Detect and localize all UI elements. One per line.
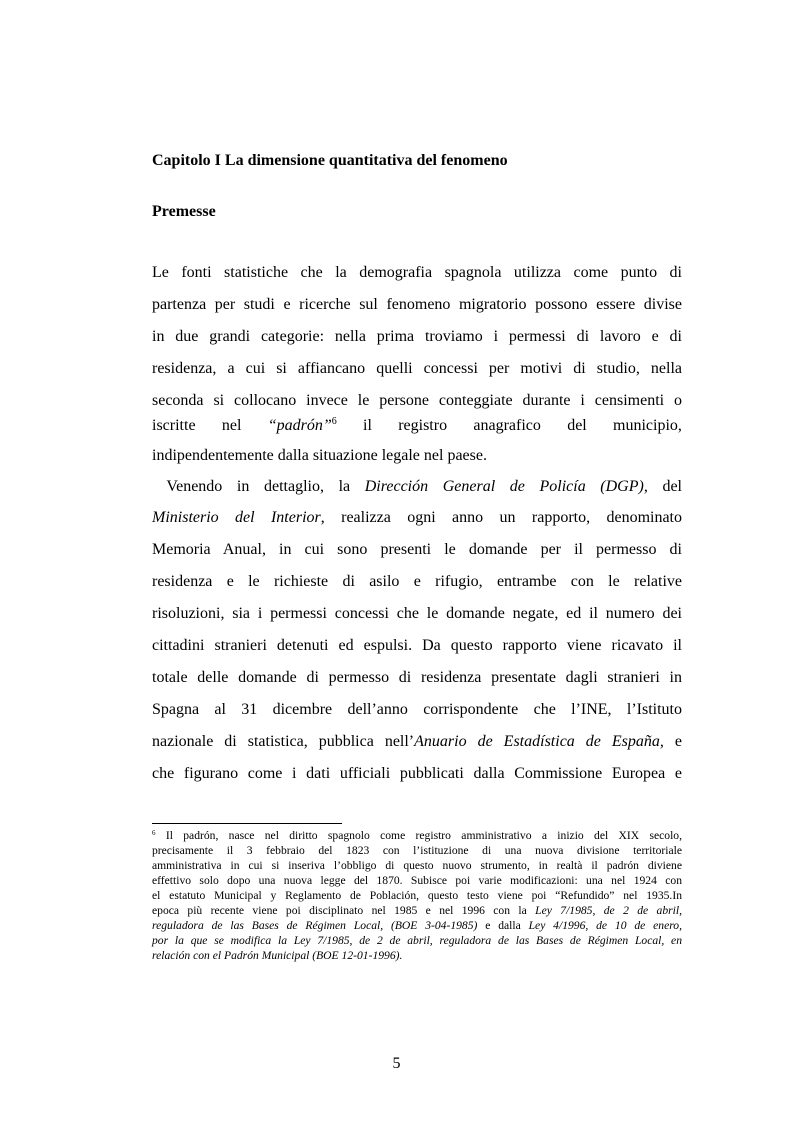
text-run: Il padrón, nasce nel diritto spagnolo come registro amministrativo a inizio del XIX secolo, (155, 829, 682, 842)
paragraph-2-line: che figurano come i dati ufficiali pubblicati dalla Commissione Europea e (152, 765, 682, 782)
footnote-mark: 6 (152, 829, 156, 837)
text-run: , del (643, 478, 683, 495)
paragraph-1-line: seconda si collocano invece le persone conteggiate durante i censimenti o (152, 392, 682, 409)
text-run: Venendo in dettaglio, la (152, 478, 365, 495)
footnote-line: amministrativa in cui si inseriva l’obbligo di questo nuovo strumento, in realtà il padrón diviene (152, 859, 682, 872)
footnote-line: el estatuto Municipal y Reglamento de Población, questo testo viene poi “Refundido” nel 1935.In (152, 889, 682, 902)
paragraph-1-line: in due grandi categorie: nella prima troviamo i permessi di lavoro e di (152, 328, 682, 345)
word: nel (221, 417, 242, 434)
paragraph-2-line: residenza e le richieste di asilo e rifugio, entrambe con le relative (152, 573, 682, 590)
footnote-line (152, 919, 682, 933)
footnote-line (152, 829, 682, 843)
text-run: , realizza ogni anno un rapporto, denominato (320, 509, 682, 526)
word: registro (398, 417, 448, 434)
section-title: Premesse (152, 203, 216, 220)
paragraph-2-line: Memoria Anual, in cui sono presenti le domande per il permesso di (152, 541, 682, 558)
italic-run: Dirección General de Policía (DGP) (364, 478, 644, 495)
paragraph-1-line: residenza, a cui si affiancano quelli concessi per motivi di studio, nella (152, 360, 682, 377)
word: municipio, (613, 417, 682, 434)
word: iscritte (152, 417, 196, 434)
paragraph-2-line: Spagna al 31 dicembre dell’anno corrispondente che l’INE, l’Istituto (152, 701, 682, 718)
italic-run: reguladora de las Bases de Régimen Local, (BOE 3-04-1985) (152, 919, 478, 932)
italic-run: Ministerio del Interior (152, 509, 321, 526)
padron-term (268, 416, 337, 436)
text-run: epoca più recente viene poi disciplinato nel 1985 e nel 1996 con la (152, 904, 536, 917)
footnote-line: por la que se modifica la Ley 7/1985, de 2 de abril, reguladora de las Bases de Régimen Local, en (152, 934, 682, 947)
padron-word: “padrón” (267, 417, 332, 434)
footnote-reference[interactable]: 6 (331, 416, 337, 427)
italic-run: Ley 4/1996, de 10 de enero, (528, 919, 682, 932)
chapter-title: Capitolo I La dimensione quantitativa del fenomeno (152, 152, 508, 169)
paragraph-2-line (152, 477, 682, 497)
footnote-line: precisamente il 3 febbraio del 1823 con l’istituzione di una nuova divisione territoriale (152, 844, 682, 857)
text-run: nazionale di statistica, pubblica nell’ (152, 733, 415, 750)
italic-run: Anuario de Estadística de España, (414, 733, 664, 750)
paragraph-1-line: partenza per studi e ricerche sul fenomeno migratorio possono essere divise (152, 296, 682, 313)
paragraph-2-line (152, 508, 682, 528)
paragraph-2-line: cittadini stranieri detenuti ed espulsi. Da questo rapporto viene ricavato il (152, 637, 682, 654)
text-run: e (663, 733, 683, 750)
footnote-separator (152, 823, 342, 824)
footnote-line: relación con el Padrón Municipal (BOE 12-01-1996). (152, 949, 403, 962)
paragraph-1-line (152, 416, 682, 436)
paragraph-2-line: risoluzioni, sia i permessi concessi che le domande negate, ed il numero dei (152, 605, 682, 622)
text-run: e dalla (477, 919, 529, 932)
paragraph-1-line: Le fonti statistiche che la demografia spagnola utilizza come punto di (152, 264, 682, 281)
footnote-line: effettivo solo dopo una nuova legge del 1870. Subisce poi varie modificazioni: una nel 1924 con (152, 874, 682, 887)
word: anagrafico (473, 417, 541, 434)
paragraph-2-line (152, 732, 682, 752)
page-number: 5 (392, 1055, 401, 1072)
italic-run: Ley 7/1985, de 2 de abril, (535, 904, 682, 917)
paragraph-2-line: totale delle domande di permesso di residenza presentate dagli stranieri in (152, 669, 682, 686)
paragraph-1-line: indipendentemente dalla situazione legale nel paese. (152, 447, 487, 464)
word: il (363, 417, 372, 434)
footnote-line (152, 904, 682, 918)
word: del (567, 417, 587, 434)
